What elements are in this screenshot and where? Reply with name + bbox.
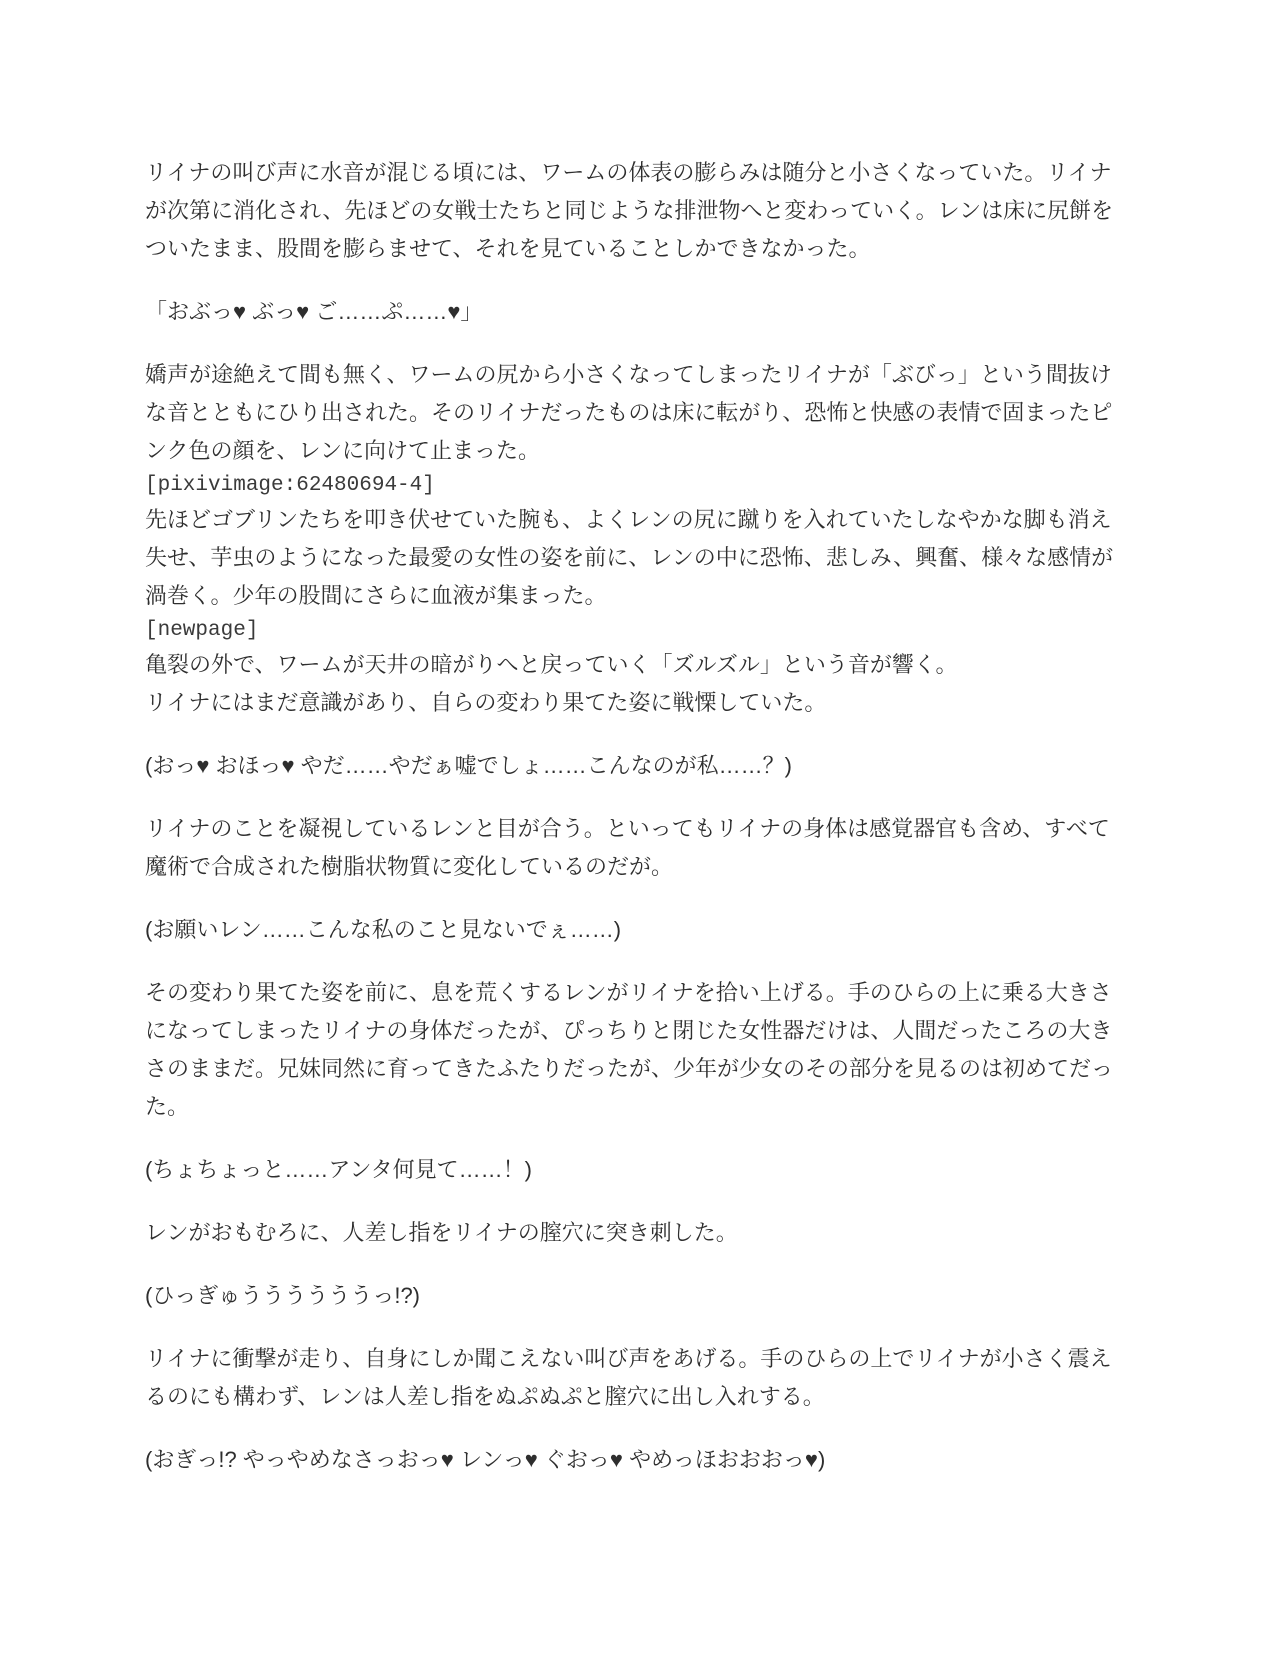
text-line: リイナの叫び声に水音が混じる頃には、ワームの体表の膨らみは随分と小さくなっていた。リイナ	[145, 160, 1112, 185]
text-line: (おぎっ!? やっやめなさっおっ♥ レンっ♥ ぐおっ♥ やめっほおおおっ♥)	[145, 1447, 826, 1472]
text-line: 魔術で合成された樹脂状物質に変化しているのだが。	[145, 854, 674, 879]
paragraph	[145, 1340, 1130, 1416]
text-line: リイナに衝撃が走り、自身にしか聞こえない叫び声をあげる。手のひらの上でリイナが小さく震え	[145, 1346, 1112, 1371]
text-line: レンがおもむろに、人差し指をリイナの膣穴に突き刺した。	[145, 1220, 738, 1245]
paragraph	[145, 1151, 1130, 1189]
text-line: 「おぶっ♥ ぶっ♥ ご……ぷ……♥」	[145, 299, 483, 324]
paragraph	[145, 1277, 1130, 1315]
text-line: さのままだ。兄妹同然に育ってきたふたりだったが、少年が少女のその部分を見るのは初めてだっ	[145, 1056, 1114, 1081]
paragraph	[145, 154, 1130, 268]
text-line: (ひっぎゅううううううっ!?)	[145, 1283, 421, 1308]
text-line: になってしまったリイナの身体だったが、ぴっちりと閉じた女性器だけは、人間だったころの大き	[145, 1018, 1113, 1043]
text-line: (お願いレン……こんな私のこと見ないでぇ……)	[145, 917, 622, 942]
text-line: 先ほどゴブリンたちを叩き伏せていた腕も、よくレンの尻に蹴りを入れていたしなやかな脚も消え	[145, 507, 1112, 532]
paragraph	[145, 974, 1130, 1126]
paragraph	[145, 747, 1130, 785]
text-line: 嬌声が途絶えて間も無く、ワームの尻から小さくなってしまったリイナが「ぶびっ」という間抜け	[145, 362, 1112, 387]
text-line: が次第に消化され、先ほどの女戦士たちと同じような排泄物へと変わっていく。レンは床に尻餅を	[145, 198, 1114, 223]
pixiv-markup-tag	[145, 615, 1130, 646]
text-line: るのにも構わず、レンは人差し指をぬぷぬぷと膣穴に出し入れする。	[145, 1384, 825, 1409]
text-line: ついたまま、股間を膨らませて、それを見ていることしかできなかった。	[145, 236, 871, 261]
paragraph	[145, 356, 1130, 470]
text-line: その変わり果てた姿を前に、息を荒くするレンがリイナを拾い上げる。手のひらの上に乗る大きさ	[145, 980, 1112, 1005]
paragraph	[145, 911, 1130, 949]
paragraph	[145, 1214, 1130, 1252]
text-line: 失せ、芋虫のようになった最愛の女性の姿を前に、レンの中に恐怖、悲しみ、興奮、様々な感情が	[145, 545, 1114, 570]
text-line: (ちょちょっと……アンタ何見て……！)	[145, 1157, 532, 1182]
text-line: リイナのことを凝視しているレンと目が合う。といってもリイナの身体は感覚器官も含め、すべて	[145, 816, 1110, 841]
text-line: リイナにはまだ意識があり、自らの変わり果てた姿に戦慄していた。	[145, 690, 827, 715]
paragraph	[145, 810, 1130, 886]
pixiv-markup-tag	[145, 470, 1130, 501]
text-line: [newpage]	[145, 619, 259, 642]
paragraph	[145, 293, 1130, 331]
text-line: な音とともにひり出された。そのリイナだったものは床に転がり、恐怖と快感の表情で固まったピ	[145, 400, 1113, 425]
text-line: ンク色の顔を、レンに向けて止まった。	[145, 438, 541, 463]
document-body	[145, 154, 1130, 1479]
paragraph	[145, 501, 1130, 615]
paragraph	[145, 1441, 1130, 1479]
paragraph	[145, 646, 1130, 722]
text-line: (おっ♥ おほっ♥ やだ……やだぁ嘘でしょ……こんなのが私……？)	[145, 753, 793, 778]
text-line: 亀裂の外で、ワームが天井の暗がりへと戻っていく「ズルズル」という音が響く。	[145, 652, 958, 677]
text-line: 渦巻く。少年の股間にさらに血液が集まった。	[145, 583, 607, 608]
text-line: た。	[145, 1094, 190, 1119]
text-line: [pixivimage:62480694-4]	[145, 474, 435, 497]
